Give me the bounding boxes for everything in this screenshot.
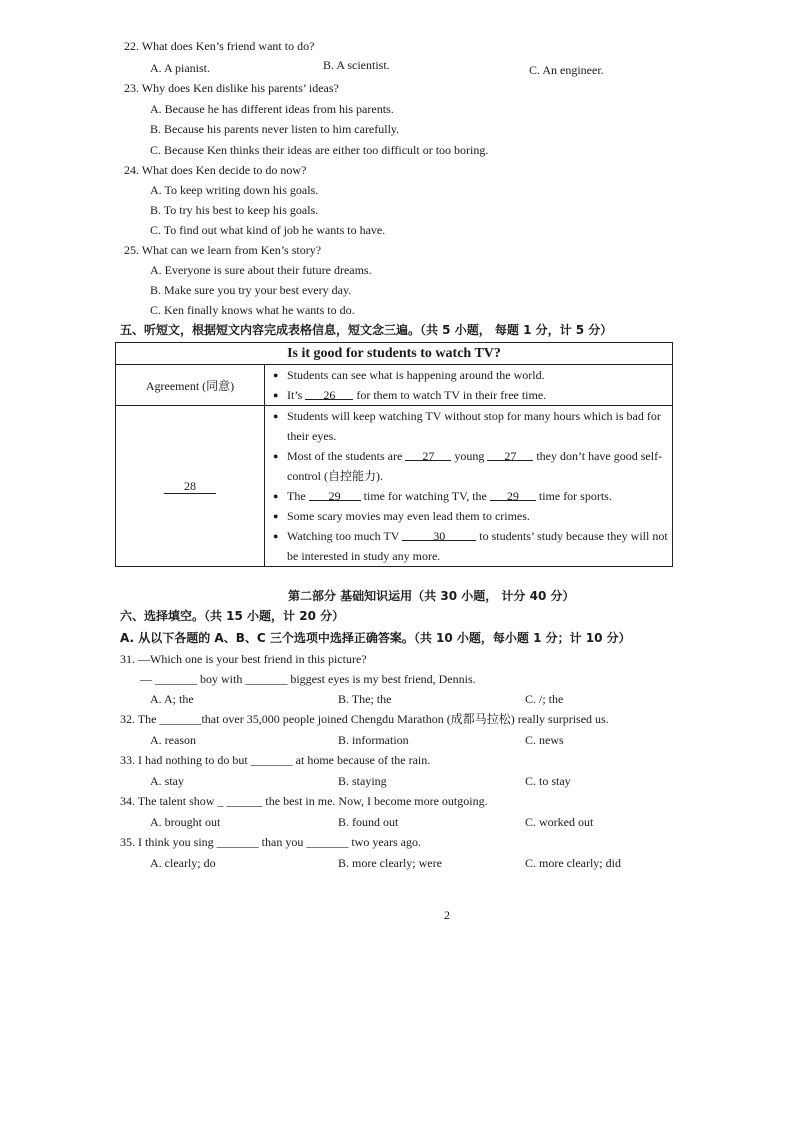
q23-option-c: C. Because Ken thinks their ideas are either too difficult or too boring.: [150, 143, 489, 157]
q31-option-a: A. A; the: [150, 692, 194, 706]
q32-option-c: C. news: [525, 733, 564, 747]
agree-2-pre: It’s: [287, 388, 303, 402]
disagreement-cell: [265, 406, 673, 567]
q32-option-b: B. information: [338, 733, 409, 747]
bullet-icon: ●: [273, 491, 279, 501]
q31-line2: — _______ boy with _______ biggest eyes is my best friend, Dennis.: [140, 672, 476, 686]
q25-stem: 25. What can we learn from Ken’s story?: [124, 243, 322, 257]
dis-2-pre: Most of the students are: [287, 449, 403, 463]
q31-stem: 31. —Which one is your best friend in this picture?: [120, 652, 367, 666]
bullet-icon: ●: [273, 531, 279, 541]
q23-stem: 23. Why does Ken dislike his parents’ ideas?: [124, 81, 339, 95]
q22-option-c: C. An engineer.: [529, 63, 604, 77]
q34-option-b: B. found out: [338, 815, 399, 829]
q31-option-c: C. /; the: [525, 692, 564, 706]
part2-heading: 第二部分 基础知识运用（共 30 小题， 计分 40 分）: [288, 589, 575, 603]
q33-option-b: B. staying: [338, 774, 387, 788]
bullet-icon: ●: [273, 370, 279, 380]
q22-option-a: A. A pianist.: [150, 61, 211, 75]
blank-26[interactable]: 26: [305, 385, 353, 400]
q25-option-b: B. Make sure you try your best every day.: [150, 283, 352, 297]
q25-option-c: C. Ken finally knows what he wants to do.: [150, 303, 355, 317]
dis-3-mid: time for watching TV, the: [363, 489, 487, 503]
section6-heading: 六、选择填空。（共 15 小题，计 20 分）: [120, 609, 345, 623]
q24-option-b: B. To try his best to keep his goals.: [150, 203, 319, 217]
q34-option-c: C. worked out: [525, 815, 594, 829]
q32-stem: 32. The _______that over 35,000 people joined Chengdu Marathon (成都马拉松) really surprised us.: [120, 712, 609, 726]
dis-item-1: Students will keep watching TV without stop for many hours which is bad for their eyes.: [287, 409, 661, 443]
dis-item-2: [287, 446, 668, 486]
q34-option-a: A. brought out: [150, 815, 221, 829]
blank-29a[interactable]: 29: [309, 486, 361, 501]
blank-27b[interactable]: 27: [487, 446, 533, 461]
dis-2-mid: young: [454, 449, 485, 463]
q35-option-b: B. more clearly; were: [338, 856, 442, 870]
dis-item-5: [287, 526, 668, 566]
q22-option-b: B. A scientist.: [323, 58, 390, 72]
q33-option-a: A. stay: [150, 774, 184, 788]
q32-option-a: A. reason: [150, 733, 196, 747]
dis-5-pre: Watching too much TV: [287, 529, 400, 543]
q24-option-a: A. To keep writing down his goals.: [150, 183, 319, 197]
dis-5-post: to students’ study because they will not be interested in study any more.: [287, 529, 668, 563]
bullet-icon: ●: [273, 390, 279, 400]
bullet-icon: ●: [273, 451, 279, 461]
blank-29b[interactable]: 29: [490, 486, 536, 501]
q22-stem: 22. What does Ken’s friend want to do?: [124, 39, 315, 53]
agree-item-2: [287, 385, 546, 405]
bullet-icon: ●: [273, 511, 279, 521]
dis-3-pre: The: [287, 489, 306, 503]
agree-2-post: for them to watch TV in their free time.: [356, 388, 547, 402]
page-number: 2: [444, 908, 450, 922]
q24-stem: 24. What does Ken decide to do now?: [124, 163, 307, 177]
q31-option-b: B. The; the: [338, 692, 392, 706]
blank-27a[interactable]: 27: [405, 446, 451, 461]
dis-item-4: Some scary movies may even lead them to crimes.: [287, 509, 530, 523]
q34-stem: 34. The talent show _ ______ the best in me. Now, I become more outgoing.: [120, 794, 488, 808]
blank-28[interactable]: 28: [164, 479, 216, 494]
tv-opinion-table: [115, 342, 673, 567]
q33-stem: 33. I had nothing to do but _______ at home because of the rain.: [120, 753, 431, 767]
q24-option-c: C. To find out what kind of job he wants to have.: [150, 223, 386, 237]
q23-option-b: B. Because his parents never listen to him carefully.: [150, 122, 400, 136]
agreement-cell: [265, 365, 673, 406]
q25-option-a: A. Everyone is sure about their future dreams.: [150, 263, 372, 277]
blank-30[interactable]: 30: [402, 526, 476, 541]
agreement-label: Agreement (同意): [116, 365, 265, 406]
disagreement-label-cell: [116, 406, 265, 567]
sectionA-heading: A. 从以下各题的 A、B、C 三个选项中选择正确答案。（共 10 小题，每小题 1 分；计 10 分）: [120, 631, 631, 645]
dis-3-post: time for sports.: [538, 489, 612, 503]
q33-option-c: C. to stay: [525, 774, 571, 788]
q35-option-c: C. more clearly; did: [525, 856, 621, 870]
bullet-icon: ●: [273, 411, 279, 421]
q23-option-a: A. Because he has different ideas from his parents.: [150, 102, 394, 116]
agree-item-1: Students can see what is happening around the world.: [287, 368, 545, 382]
dis-item-3: [287, 486, 612, 506]
section5-heading: 五、听短文，根据短文内容完成表格信息，短文念三遍。（共 5 小题， 每题 1 分，计 5 分）: [120, 323, 613, 337]
table-title: Is it good for students to watch TV?: [116, 343, 673, 365]
q35-stem: 35. I think you sing _______ than you _______ two years ago.: [120, 835, 421, 849]
q35-option-a: A. clearly; do: [150, 856, 216, 870]
dis-2-post: they don’t have good self-control (自控能力).: [287, 449, 663, 483]
